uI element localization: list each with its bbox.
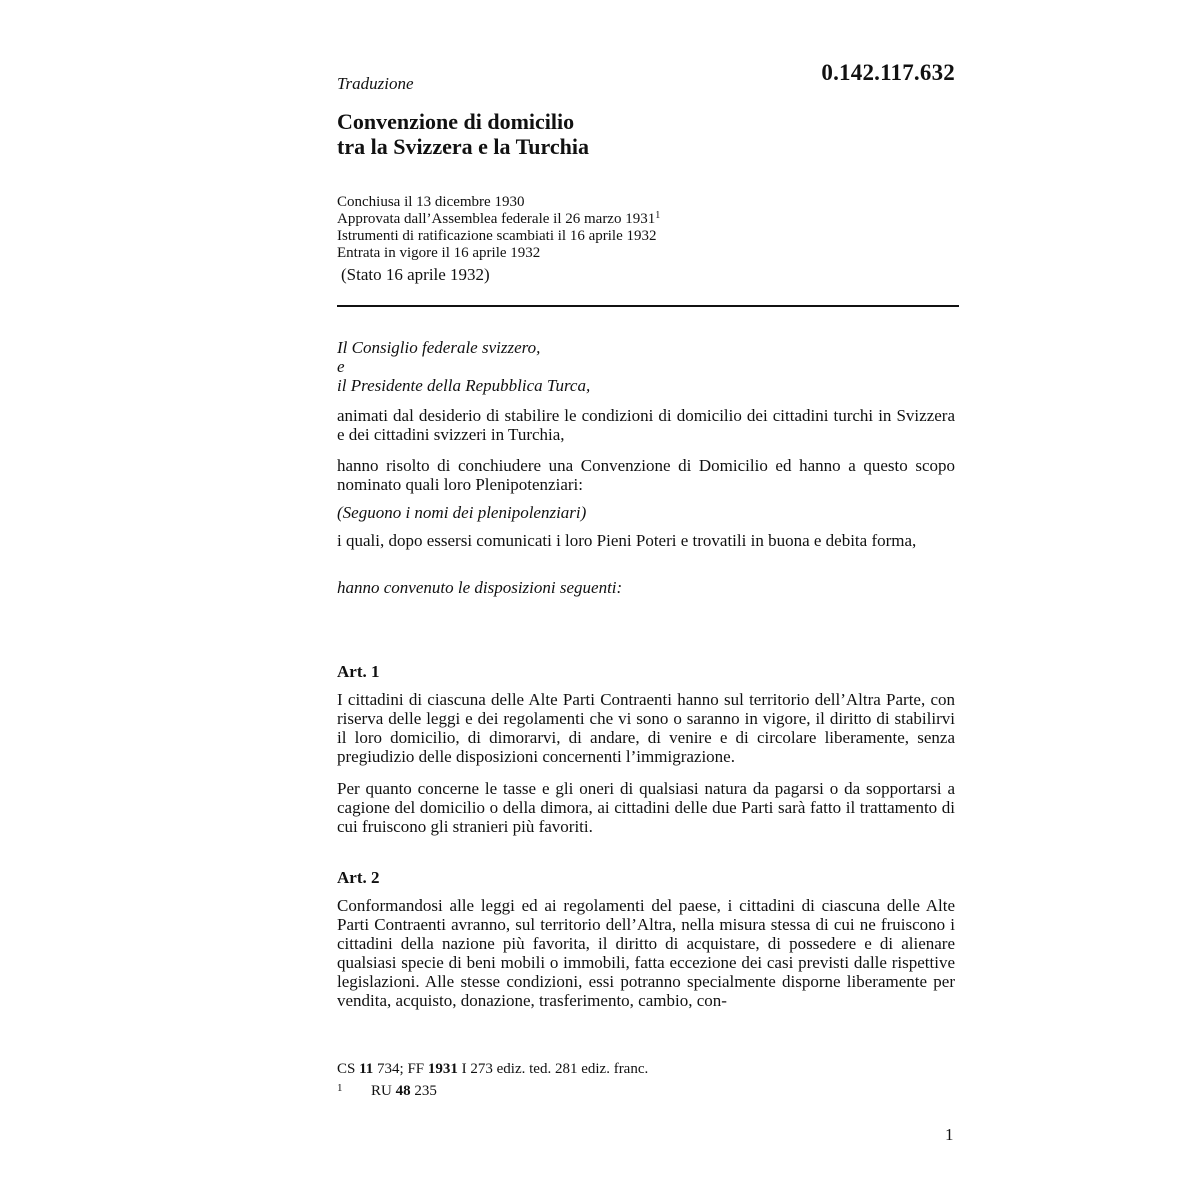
- preamble-party-1: Il Consiglio federale svizzero,: [337, 338, 541, 357]
- preamble-paragraph-1: animati dal desiderio di stabilire le condizioni di domicilio dei cittadini turchi in Svizzera e dei cittadini svizzeri in Turchia,: [337, 406, 955, 444]
- page-number: 1: [945, 1125, 954, 1144]
- preamble-party-2: il Presidente della Repubblica Turca,: [337, 376, 591, 395]
- article-1-paragraph-2: Per quanto concerne le tasse e gli oneri di qualsiasi natura da pagarsi o da sopportarsi a cagione del domicilio o della dimora, ai cittadini delle due Parti sarà fatto il trattamento di cui fruiscono gli stranieri più favoriti.: [337, 779, 955, 836]
- rs-number: 0.142.117.632: [821, 60, 955, 85]
- translation-label: Traduzione: [337, 74, 414, 93]
- preamble-paragraph-4: i quali, dopo essersi comunicati i loro Pieni Poteri e trovatili in buona e debita forma,: [337, 531, 917, 550]
- footnote-1-mark: 1: [337, 1082, 343, 1094]
- meta-entry: Entrata in vigore il 16 aprile 1932: [337, 245, 541, 261]
- meta-concluded: Conchiusa il 13 dicembre 1930: [337, 194, 525, 210]
- preamble-paragraph-2: hanno risolto di conchiudere una Convenzione di Domicilio ed hanno a questo scopo nominato quali loro Plenipotenziari:: [337, 456, 955, 494]
- preamble-paragraph-3: (Seguono i nomi dei plenipolenziari): [337, 503, 587, 522]
- title-line-1: Convenzione di domicilio: [337, 109, 575, 134]
- meta-approved: Approvata dall’Assemblea federale il 26 marzo 1931$^1$: [337, 210, 661, 227]
- article-2-paragraph-1: Conformandosi alle leggi ed ai regolamenti del paese, i cittadini di ciascuna delle Alte Parti Contraenti avranno, sul territorio dell’Altra, nella misura stessa di cui ne fruiscono i cittadini della nazione più favorita, il diritto di acquistare, di possedere e di alienare qualsiasi specie di beni mobili o immobili, fatta eccezione dei casi previsti dalle rispettive legislazioni. Alle stesse condizioni, essi potranno specialmente disporne liberamente per vendita, acquisto, donazione, trasferimento, cambio, con-: [337, 896, 955, 1010]
- source-citation: CS 11 734; FF 1931 I 273 ediz. ted. 281 ediz. franc.: [337, 1061, 649, 1077]
- meta-ratification: Istrumenti di ratificazione scambiati il 16 aprile 1932: [337, 228, 657, 244]
- title-line-2: tra la Svizzera e la Turchia: [337, 134, 589, 159]
- footnote-ref-1[interactable]: 1: [655, 210, 661, 221]
- document-title: [337, 109, 589, 159]
- preamble-conjunction: e: [337, 357, 345, 376]
- article-1-heading: Art. 1: [337, 662, 380, 681]
- header-divider: [337, 305, 959, 307]
- status-date: (Stato 16 aprile 1932): [341, 265, 490, 284]
- document-metadata: [337, 194, 660, 262]
- footnotes: [337, 1060, 648, 1101]
- footnote-1: 1 RU 48 235: [337, 1079, 648, 1101]
- article-2-heading: Art. 2: [337, 868, 380, 887]
- preamble-parties: [337, 338, 955, 395]
- preamble-paragraph-5: hanno convenuto le disposizioni seguenti:: [337, 578, 623, 597]
- article-1-paragraph-1: I cittadini di ciascuna delle Alte Parti Contraenti hanno sul territorio dell’Altra Parte, con riserva delle leggi e dei regolamenti che vi sono o saranno in vigore, il diritto di stabilirvi il loro domicilio, di dimorarvi, di andare, di venire e di circolare liberamente, senza pregiudizio delle disposizioni concernenti l’immigrazione.: [337, 690, 955, 766]
